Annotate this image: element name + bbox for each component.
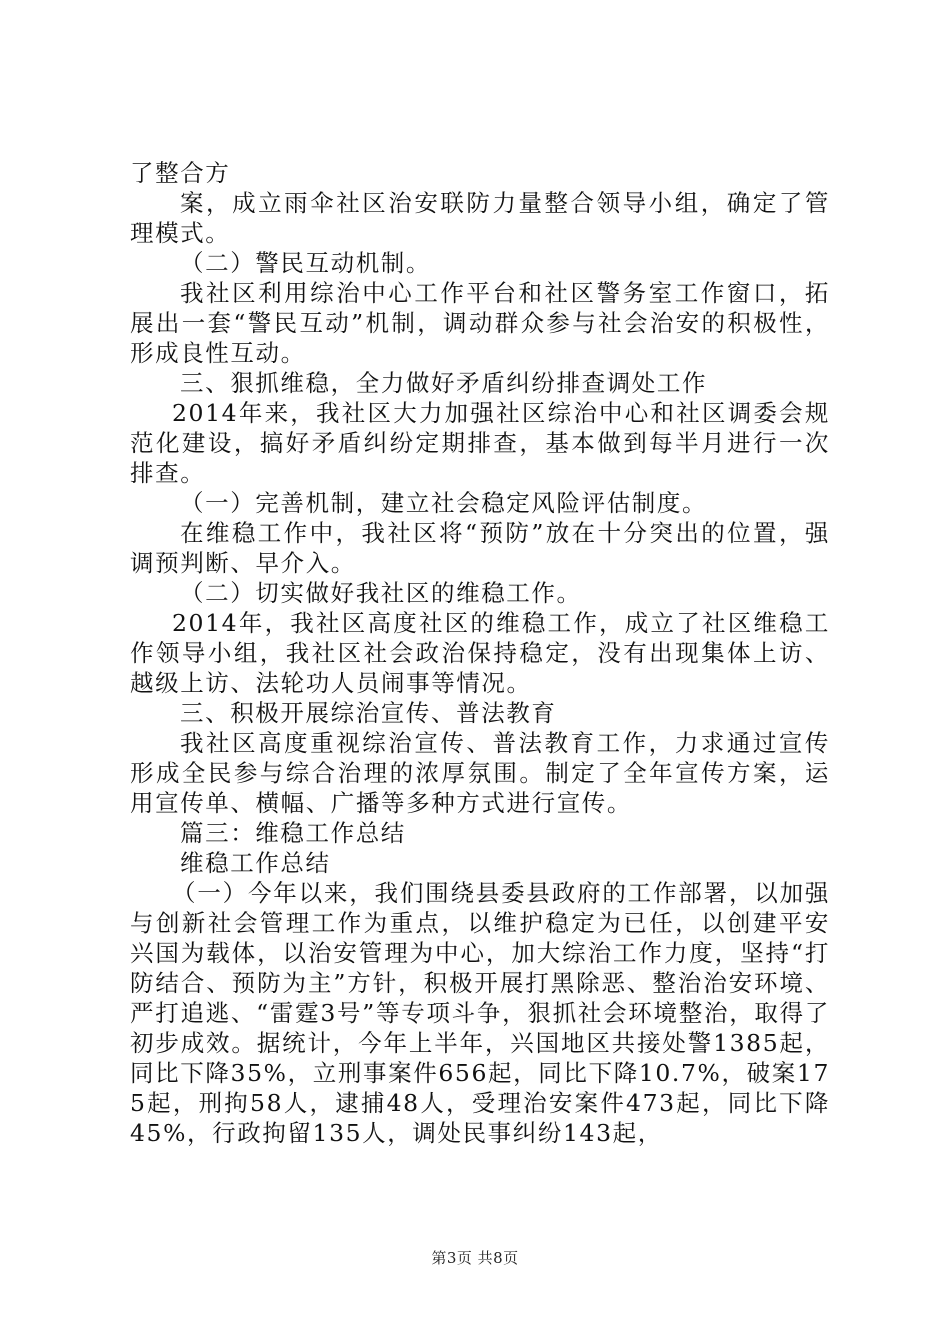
paragraph-publicity: 我社区高度重视综治宣传、普法教育工作，力求通过宣传形成全民参与综合治理的浓厚氛围。制定了全年宣传方案，运用宣传单、横幅、广播等多种方式进行宣传。 <box>130 729 830 817</box>
paragraph-prevention: 在维稳工作中，我社区将“预防”放在十分突出的位置，强调预判断、早介入。 <box>130 519 830 577</box>
document-body <box>130 158 830 1148</box>
subheading-police-interaction: （二）警民互动机制。 <box>180 249 431 277</box>
heading-stability-disputes: 三、狠抓维稳，全力做好矛盾纠纷排查调处工作 <box>180 369 708 397</box>
paragraph-fragment: 了整合方 <box>130 159 231 187</box>
paragraph-police-interaction: 我社区利用综治中心工作平台和社区警务室工作窗口，拓展出一套“警民互动”机制，调动群众参与社会治安的积极性，形成良性互动。 <box>130 279 830 367</box>
paragraph-plan-continuation: 案，成立雨伞社区治安联防力量整合领导小组，确定了管理模式。 <box>130 189 830 247</box>
page-number-footer: 第3页 共8页 <box>431 1249 519 1267</box>
heading-publicity-education: 三、积极开展综治宣传、普法教育 <box>180 699 557 727</box>
subheading-risk-assessment: （一）完善机制，建立社会稳定风险评估制度。 <box>180 489 708 517</box>
paragraph-2014-disputes: 2014年来，我社区大力加强社区综治中心和社区调委会规范化建设，搞好矛盾纠纷定期排查，基本做到每半月进行一次排查。 <box>130 399 830 487</box>
paragraph-2014-stability: 2014年，我社区高度社区的维稳工作，成立了社区维稳工作领导小组，我社区社会政治保持稳定，没有出现集体上访、越级上访、法轮功人员闹事等情况。 <box>130 609 830 697</box>
paragraph-summary-statistics: （一）今年以来，我们围绕县委县政府的工作部署，以加强与创新社会管理工作为重点，以维护稳定为已任，以创建平安兴国为载体，以治安管理为中心，加大综治工作力度，坚持“打防结合、预防为主”方针，积极开展打黑除恶、整治治安环境、严打追逃、“雷霆3号”等专项斗争，狠抓社会环境整治，取得了初步成效。据统计，今年上半年，兴国地区共接处警1385起，同比下降35%，立刑事案件656起，同比下降10.7%，破案175起，刑拘58人，逮捕48人，受理治安案件473起，同比下降45%，行政拘留135人，调处民事纠纷143起， <box>130 879 830 1147</box>
heading-summary-title: 维稳工作总结 <box>180 849 331 877</box>
heading-part-three: 篇三：维稳工作总结 <box>180 819 406 847</box>
subheading-stability-work: （二）切实做好我社区的维稳工作。 <box>180 579 582 607</box>
